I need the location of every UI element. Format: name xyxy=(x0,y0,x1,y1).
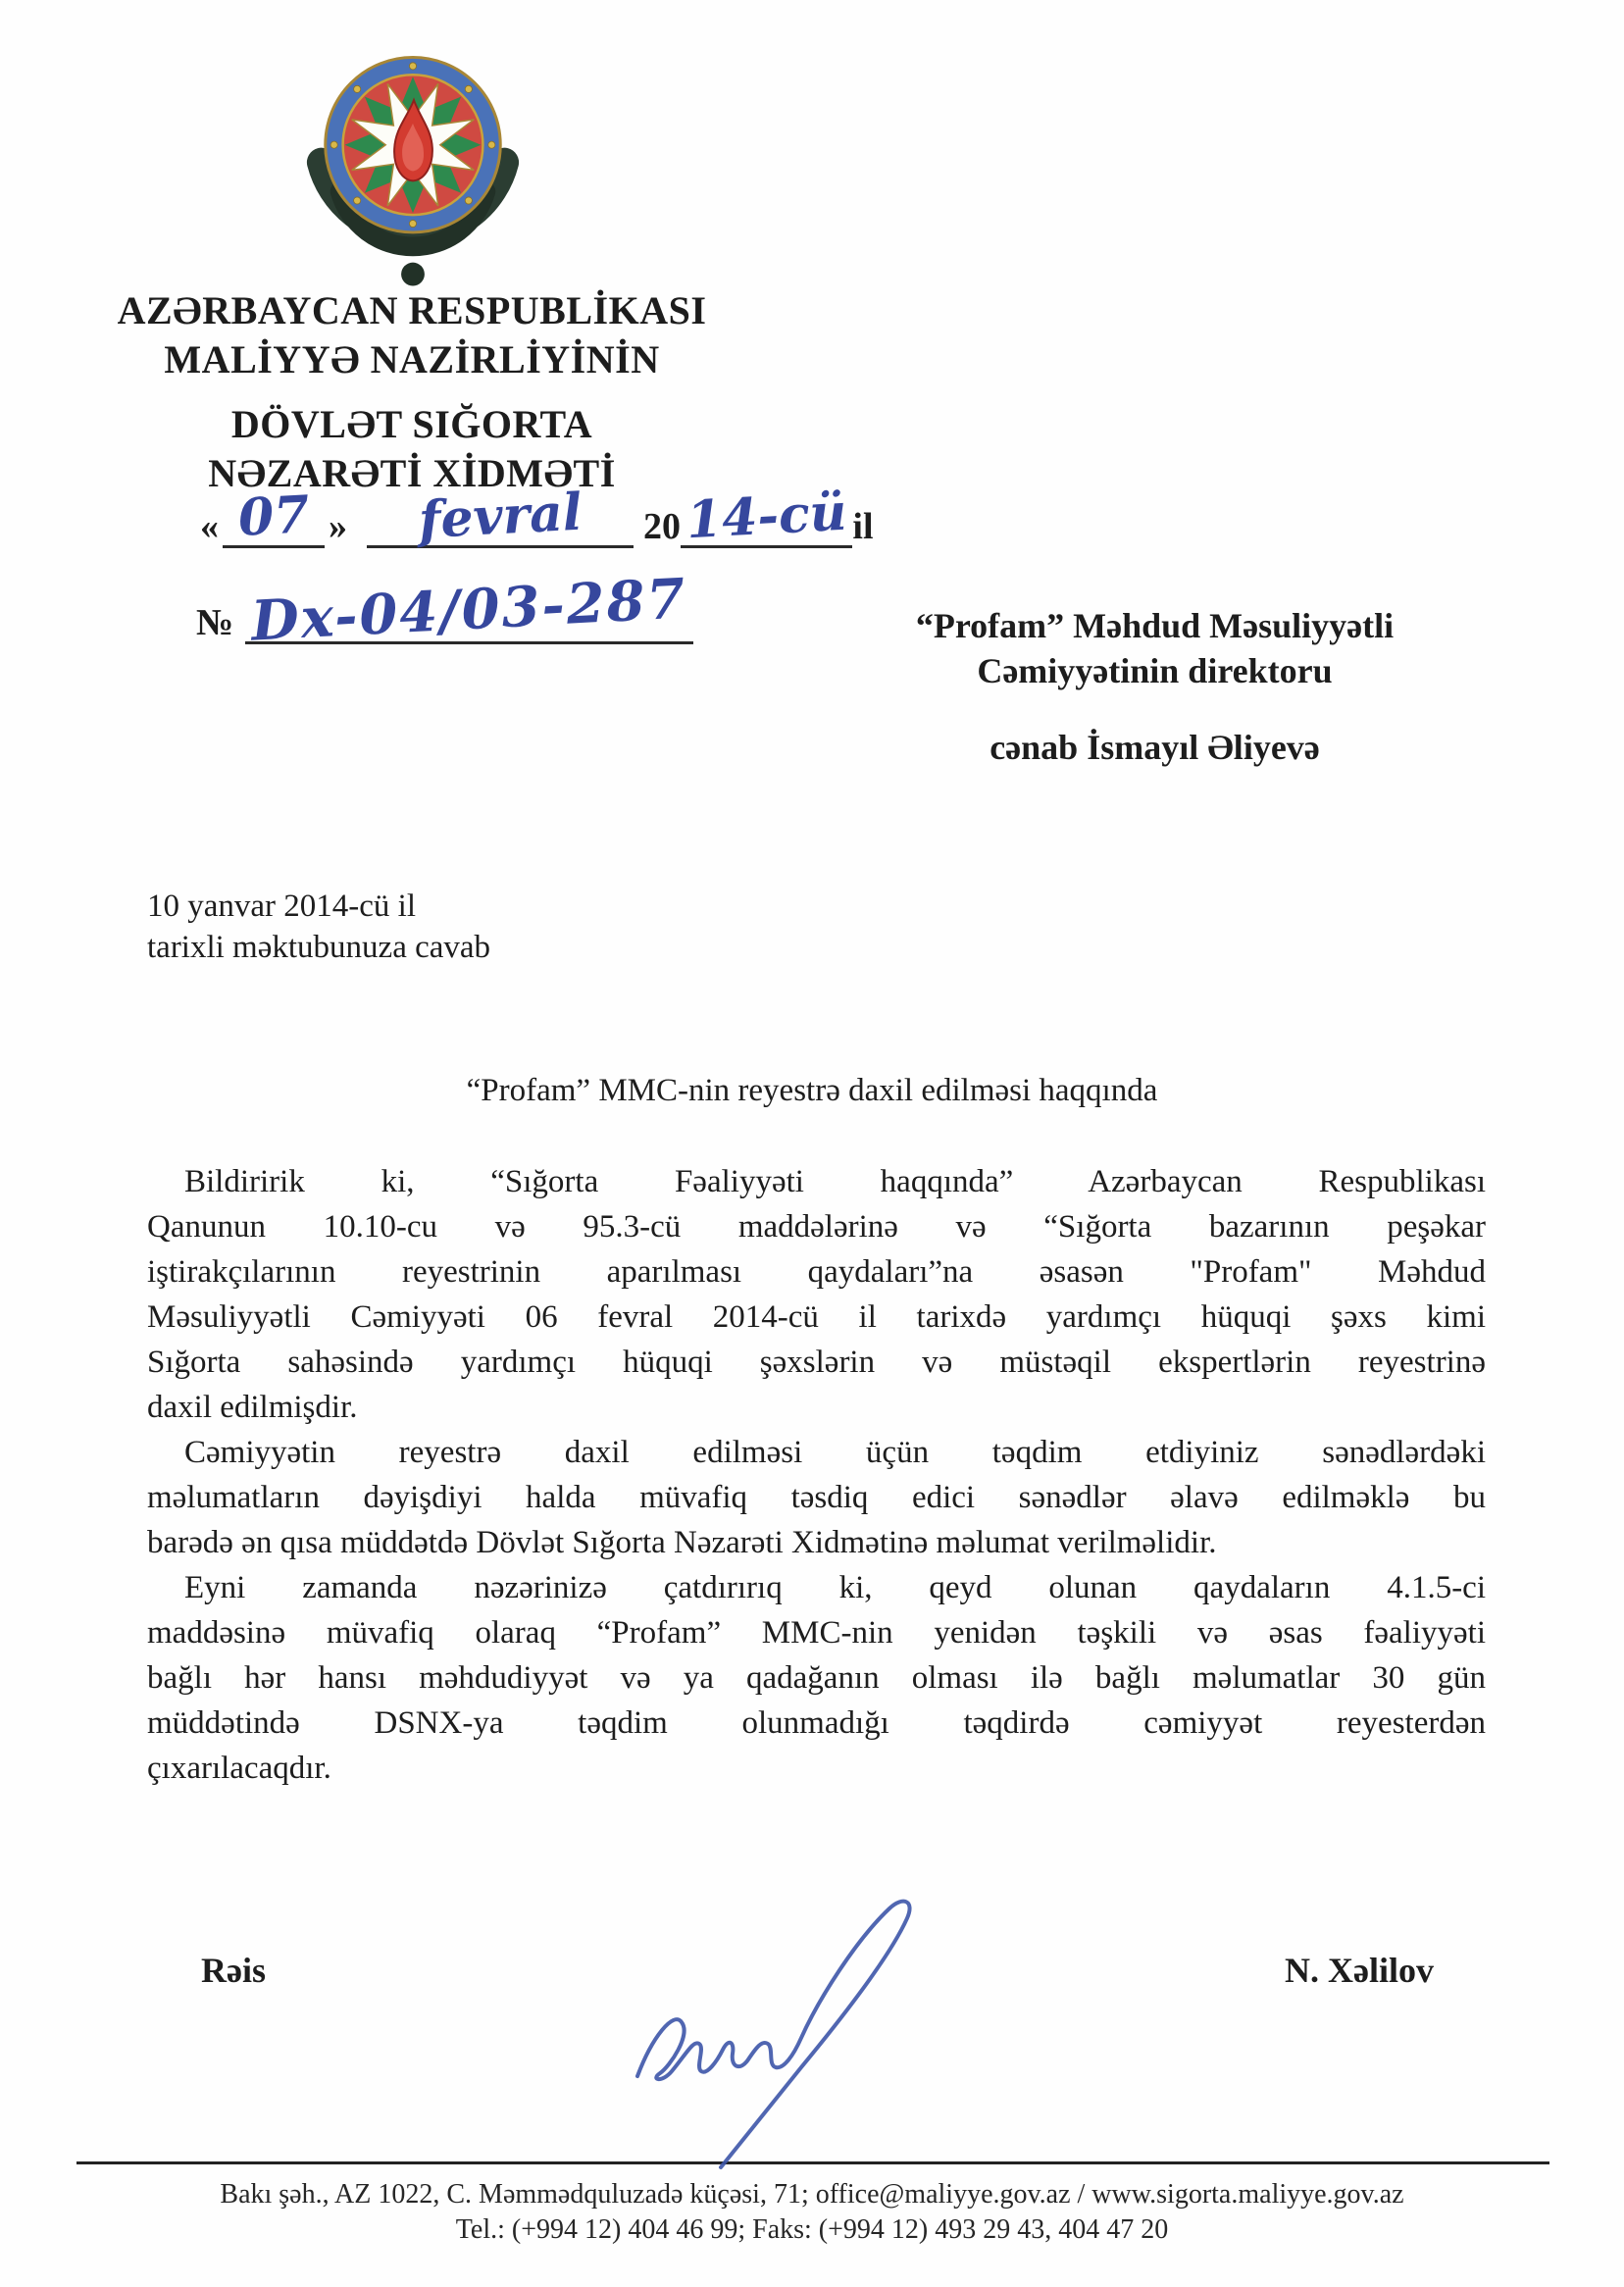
day-field xyxy=(223,484,325,548)
body-line: Cəmiyyətin reyestrə daxil edilməsi üçün təqdim etdiyiniz sənədlərdəki xyxy=(184,1435,1486,1470)
body-line: maddəsinə müvafiq olaraq “Profam” MMC-nin yenidən təşkili və əsas fəaliyyəti xyxy=(147,1615,1486,1651)
handwritten-number: Dx-04/03-287 xyxy=(249,566,689,654)
handwritten-month: fevral xyxy=(417,482,584,551)
open-guillemet: « xyxy=(200,506,219,547)
body-line: müddətində DSNX-ya təqdim olunmadığı təqdirdə cəmiyyət reyesterdən xyxy=(147,1705,1486,1741)
addressee-salutation: cənab İsmayıl Əliyevə xyxy=(990,728,1320,767)
subject-line: “Profam” MMC-nin reyestrə daxil edilməsi haqqında xyxy=(466,1073,1158,1108)
footer-phones: Tel.: (+994 12) 404 46 99; Faks: (+994 12) 493 29 43, 404 47 20 xyxy=(455,2214,1169,2245)
addressee-line1: “Profam” Məhdud Məsuliyyətli xyxy=(915,606,1395,645)
service-line1: DÖVLƏT SIĞORTA xyxy=(230,402,593,446)
signature-handwriting-icon xyxy=(544,1875,1093,2174)
handwritten-day: 07 xyxy=(236,484,311,548)
signer-name: N. Xəlilov xyxy=(1285,1951,1434,1990)
addressee-block xyxy=(848,603,1461,770)
body-line: bağlı hər hansı məhdudiyyət və ya qadağanın olması ilə bağlı məlumatlar 30 gün xyxy=(147,1660,1486,1696)
body-line: iştirakçılarının reyestrinin aparılması qaydaları”na əsasən "Profam" Məhdud xyxy=(147,1254,1486,1290)
azerbaijan-coat-of-arms-icon xyxy=(296,37,530,296)
footer-block xyxy=(0,2177,1624,2248)
year-printed: 20 xyxy=(643,506,681,547)
addressee-line2: Cəmiyyətinin direktoru xyxy=(977,651,1333,690)
body-line: məlumatların dəyişdiyi halda müvafiq təsdiq edici sənədlər əlavə edilməklə bu xyxy=(147,1480,1486,1515)
letterhead-organization xyxy=(88,286,736,384)
number-field xyxy=(245,566,693,654)
signer-title: Rəis xyxy=(201,1951,266,1990)
body-line: daxil edilmişdir. xyxy=(147,1390,358,1425)
body-line: Məsuliyyətli Cəmiyyəti 06 fevral 2014-cü il tarixdə yardımçı hüquqi şəxs kimi xyxy=(147,1299,1486,1335)
org-line1: AZƏRBAYCAN RESPUBLİKASI xyxy=(117,288,707,332)
body-line: barədə ən qısa müddətdə Dövlət Sığorta Nəzarəti Xidmətinə məlumat verilməlidir. xyxy=(147,1525,1217,1560)
date-line xyxy=(196,482,883,551)
body-line: Eyni zamanda nəzərinizə çatdırırıq ki, qeyd olunan qaydaların 4.1.5-ci xyxy=(184,1570,1486,1605)
handwritten-year: 14-cü xyxy=(685,482,848,551)
body-line: Bildiririk ki, “Sığorta Fəaliyyəti haqqında” Azərbaycan Respublikası xyxy=(184,1164,1486,1199)
reference-block xyxy=(147,886,736,968)
reference-line2: tarixli məktubunuza cavab xyxy=(147,930,491,965)
footer-address: Bakı şəh., AZ 1022, C. Məmmədquluzadə küçəsi, 71; office@maliyye.gov.az / www.sigorta.maliyye.gov.az xyxy=(220,2179,1404,2210)
letterhead-service xyxy=(88,400,736,498)
org-line2: MALİYYƏ NAZİRLİYİNİN xyxy=(164,337,660,381)
body-line: çıxarılacaqdır. xyxy=(147,1751,331,1786)
month-field xyxy=(367,482,634,551)
number-label: № xyxy=(196,602,234,643)
body xyxy=(147,1159,1486,1791)
body-line: Qanunun 10.10-cu və 95.3-cü maddələrinə və “Sığorta bazarının peşəkar xyxy=(147,1209,1486,1245)
service-line2: NƏZARƏTİ XİDMƏTİ xyxy=(208,451,616,495)
close-guillemet: » xyxy=(329,506,347,547)
year-field xyxy=(681,482,852,551)
body-line: Sığorta sahəsində yardımçı hüquqi şəxslərin və müstəqil ekspertlərin reyestrinə xyxy=(147,1345,1486,1380)
reference-line1: 10 yanvar 2014-cü il xyxy=(147,889,417,924)
year-suffix: il xyxy=(852,506,874,547)
number-line xyxy=(196,566,883,654)
